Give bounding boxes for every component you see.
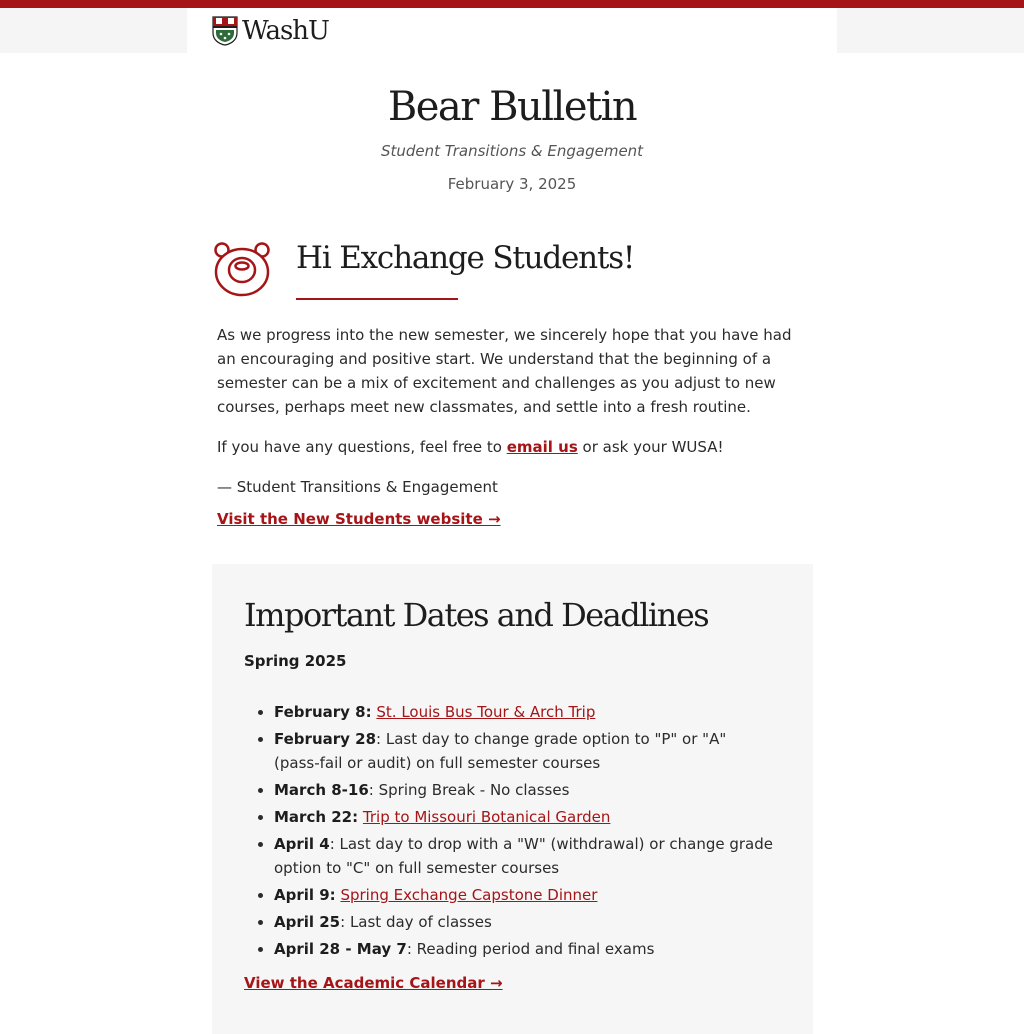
dates-heading: Important Dates and Deadlines (244, 596, 709, 634)
washu-logo[interactable] (212, 16, 329, 46)
newsletter-subtitle: Student Transitions & Engagement (380, 142, 644, 160)
top-accent-stripe (0, 0, 1024, 8)
date-label: March 8-16 (274, 781, 369, 799)
important-dates-section (212, 564, 813, 1034)
event-link[interactable]: Trip to Missouri Botanical Garden (362, 808, 611, 826)
greeting-heading: Hi Exchange Students! (296, 240, 635, 276)
header-logo-area (187, 8, 837, 53)
newsletter-title: Bear Bulletin (387, 84, 637, 130)
date-item (274, 937, 774, 961)
date-label: April 9: (274, 886, 336, 904)
date-item (274, 778, 774, 802)
academic-calendar-link[interactable]: View the Academic Calendar → (244, 974, 503, 992)
date-description: : Last day of classes (340, 913, 492, 931)
date-item (274, 700, 774, 724)
date-item (274, 910, 774, 934)
date-label: April 4 (274, 835, 330, 853)
date-label: March 22: (274, 808, 359, 826)
intro-paragraph: As we progress into the new semester, we sincerely hope that you have had an encouraging and positive start. We understand that the beginning of a semester can be a mix of excitement and challenges as you adjust to new courses, perhaps meet new classmates, and settle into a fresh routine. (217, 326, 792, 416)
questions-paragraph (217, 435, 813, 459)
date-item (274, 832, 774, 880)
heading-underline (296, 298, 458, 300)
date-description: : Spring Break - No classes (368, 781, 570, 799)
newsletter-date: February 3, 2025 (447, 175, 577, 193)
date-item (274, 805, 774, 829)
logo-wordmark: WashU (242, 16, 329, 46)
date-description: : Last day to drop with a "W" (withdrawal) or change grade option to "C" on full semester courses (274, 835, 774, 877)
shield-icon (212, 16, 238, 46)
date-label: April 28 - May 7 (274, 940, 407, 958)
date-label: February 28 (274, 730, 377, 748)
date-label: February 8: (274, 703, 372, 721)
date-item (274, 727, 774, 775)
bear-icon (213, 241, 271, 297)
term-label: Spring 2025 (244, 652, 347, 670)
date-description: : Last day to change grade option to "P" or "A" (pass-fail or audit) on full semester courses (274, 730, 727, 772)
dates-list (244, 700, 774, 964)
questions-text-after: or ask your WUSA! (577, 438, 724, 456)
header-band (0, 8, 1024, 53)
signoff: — Student Transitions & Engagement (217, 478, 498, 496)
event-link[interactable]: St. Louis Bus Tour & Arch Trip (376, 703, 596, 721)
date-label: April 25 (274, 913, 341, 931)
email-us-link[interactable]: email us (506, 438, 578, 456)
date-description: : Reading period and final exams (406, 940, 655, 958)
event-link[interactable]: Spring Exchange Capstone Dinner (340, 886, 598, 904)
questions-text-before: If you have any questions, feel free to (217, 438, 507, 456)
date-item (274, 883, 774, 907)
new-students-website-link[interactable]: Visit the New Students website → (217, 510, 501, 528)
